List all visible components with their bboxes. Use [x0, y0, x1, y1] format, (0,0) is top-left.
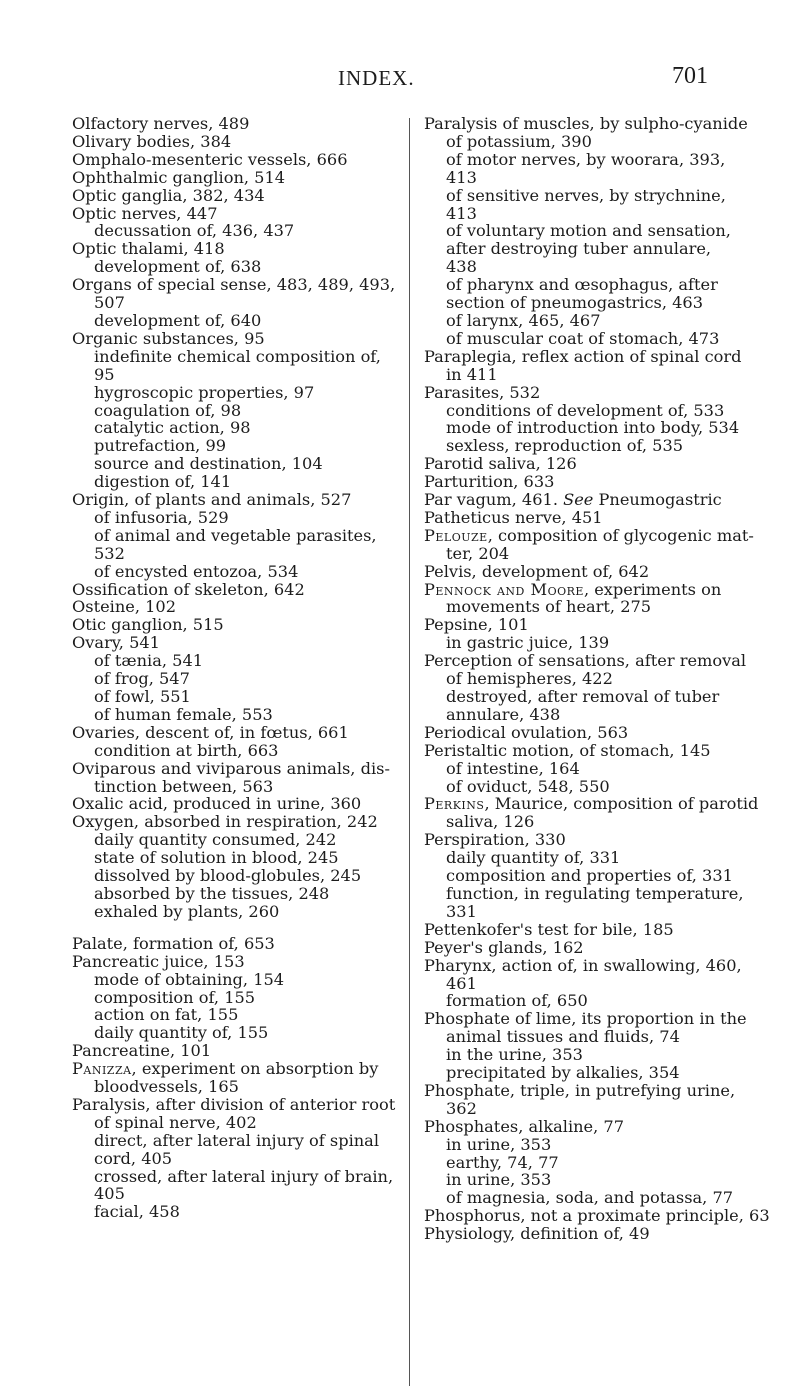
- index-entry: [72, 169, 407, 187]
- index-entry: [72, 151, 407, 169]
- index-subentry: [72, 294, 407, 312]
- entry-text: of animal and vegetable parasites,: [94, 525, 377, 545]
- entry-text: destroyed, after removal of tuber: [446, 687, 720, 706]
- index-subentry: [72, 885, 407, 903]
- entry-text: Optic ganglia, 382, 434: [72, 185, 265, 205]
- index-subentry: [424, 867, 759, 885]
- entry-text: of pharynx and œsophagus, after: [446, 275, 718, 295]
- index-subentry: [72, 1168, 407, 1186]
- entry-text: Perspiration, 330: [424, 830, 566, 850]
- entry-text: Parturition, 633: [424, 472, 555, 492]
- entry-text: of human female, 553: [94, 704, 273, 724]
- index-subentry: [72, 1150, 407, 1168]
- entry-text: earthy, 74, 77: [446, 1152, 559, 1172]
- index-entry: [424, 563, 759, 581]
- entry-text: 413: [446, 203, 477, 223]
- entry-text: condition at birth, 663: [94, 740, 279, 760]
- index-entry: [424, 473, 759, 491]
- index-subentry: [72, 670, 407, 688]
- entry-text: after destroying tuber annulare,: [446, 239, 712, 259]
- entry-text: of tænia, 541: [94, 651, 204, 671]
- cross-reference: See: [563, 490, 594, 510]
- index-entry: [72, 634, 407, 652]
- entry-text: Omphalo-mesenteric vessels, 666: [72, 149, 348, 169]
- entry-text: sexless, reproduction of, 535: [446, 436, 684, 456]
- entry-text: dissolved by blood-globules, 245: [94, 866, 362, 886]
- index-entry: [72, 795, 407, 813]
- index-subentry: [424, 1136, 759, 1154]
- index-subentry: [424, 133, 759, 151]
- entry-text: Origin, of plants and animals, 527: [72, 490, 352, 510]
- index-entry: [72, 205, 407, 223]
- entry-text: Paraplegia, reflex action of spinal cord: [424, 346, 742, 366]
- index-entry: [72, 276, 407, 294]
- entry-text: annulare, 438: [446, 704, 561, 724]
- index-entry: [424, 1225, 759, 1243]
- entry-text: Par vagum, 461.: [424, 490, 564, 510]
- entry-text: tinction between, 563: [94, 776, 274, 796]
- index-subentry: [72, 1114, 407, 1132]
- entry-text: of intestine, 164: [446, 758, 580, 778]
- entry-text: development of, 638: [94, 257, 262, 277]
- entry-text: in urine, 353: [446, 1170, 552, 1190]
- index-entry: [72, 760, 407, 778]
- index-subentry: [72, 706, 407, 724]
- entry-text: bloodvessels, 165: [94, 1077, 239, 1097]
- entry-text: composition of, 155: [94, 987, 256, 1007]
- index-subentry: [424, 222, 759, 240]
- entry-text: crossed, after lateral injury of brain,: [94, 1166, 394, 1186]
- entry-text: mode of obtaining, 154: [94, 969, 285, 989]
- index-subentry: [72, 455, 407, 473]
- entry-text: daily quantity consumed, 242: [94, 830, 337, 850]
- entry-text: Parotid saliva, 126: [424, 454, 577, 474]
- index-entry: [72, 1096, 407, 1114]
- index-subentry: [424, 778, 759, 796]
- index-entry: [424, 115, 759, 133]
- entry-text: coagulation of, 98: [94, 400, 242, 420]
- entry-text: 438: [446, 257, 477, 277]
- entry-text: Pharynx, action of, in swallowing, 460,: [424, 955, 742, 975]
- index-subentry: [72, 1203, 407, 1221]
- index-subentry: [424, 903, 759, 921]
- index-subentry: [424, 813, 759, 831]
- entry-text: development of, 640: [94, 310, 262, 330]
- entry-text: 413: [446, 167, 477, 187]
- entry-text: Pancreatine, 101: [72, 1041, 212, 1061]
- index-entry: [72, 724, 407, 742]
- index-subentry: [424, 688, 759, 706]
- entry-text: ter, 204: [446, 543, 510, 563]
- index-subentry: [424, 1100, 759, 1118]
- index-entry: [72, 1042, 407, 1060]
- entry-text: Pancreatic juice, 153: [72, 951, 245, 971]
- index-entry: [72, 813, 407, 831]
- index-subentry: [424, 706, 759, 724]
- index-subentry: [72, 348, 407, 366]
- index-subentry: [424, 598, 759, 616]
- entry-text: Parasites, 532: [424, 382, 541, 402]
- entry-text: 405: [94, 1184, 125, 1204]
- entry-text: Organic substances, 95: [72, 328, 265, 348]
- index-subentry: [424, 849, 759, 867]
- entry-text: putrefaction, 99: [94, 436, 227, 456]
- index-subentry: [424, 205, 759, 223]
- index-subentry: [72, 419, 407, 437]
- entry-text: of frog, 547: [94, 669, 190, 689]
- entry-text: in the urine, 353: [446, 1045, 583, 1065]
- index-subentry: [424, 1046, 759, 1064]
- index-entry: [424, 1082, 759, 1100]
- entry-text: Ophthalmic ganglion, 514: [72, 167, 286, 187]
- entry-text: mode of introduction into body, 534: [446, 418, 740, 438]
- index-entry: [72, 491, 407, 509]
- index-entry: [424, 384, 759, 402]
- entry-text: of sensitive nerves, by strychnine,: [446, 185, 726, 205]
- entry-text: saliva, 126: [446, 812, 535, 832]
- entry-text: cord, 405: [94, 1148, 173, 1168]
- author-name: Pelouze: [424, 525, 488, 545]
- index-subentry: [72, 402, 407, 420]
- entry-text: of infusoria, 529: [94, 507, 229, 527]
- entry-text: Oxygen, absorbed in respiration, 242: [72, 812, 378, 832]
- index-subentry: [424, 151, 759, 169]
- entry-text: Oxalic acid, produced in urine, 360: [72, 794, 362, 814]
- entry-text: Periodical ovulation, 563: [424, 722, 629, 742]
- entry-text: animal tissues and fluids, 74: [446, 1027, 680, 1047]
- entry-text: Paralysis of muscles, by sulpho-cyanide: [424, 114, 748, 133]
- index-subentry: [424, 634, 759, 652]
- index-entry: [424, 581, 759, 599]
- index-entry: [424, 509, 759, 527]
- index-subentry: [72, 473, 407, 491]
- entry-text: , experiment on absorption by: [131, 1059, 379, 1079]
- entry-text: Paralysis, after division of anterior root: [72, 1094, 396, 1114]
- index-entry: [424, 795, 759, 813]
- index-subentry: [72, 652, 407, 670]
- index-subentry: [424, 1189, 759, 1207]
- entry-text: state of solution in blood, 245: [94, 848, 339, 868]
- index-subentry: [424, 169, 759, 187]
- entry-text: 95: [94, 364, 115, 384]
- index-entry: [72, 581, 407, 599]
- index-subentry: [72, 742, 407, 760]
- index-subentry: [72, 867, 407, 885]
- entry-text: function, in regulating temperature,: [446, 883, 744, 903]
- entry-text: Olfactory nerves, 489: [72, 114, 250, 133]
- index-subentry: [424, 276, 759, 294]
- entry-text: movements of heart, 275: [446, 597, 652, 617]
- index-entry: [72, 1060, 407, 1078]
- entry-text: in 411: [446, 364, 498, 384]
- index-entry: [424, 742, 759, 760]
- entry-text: Phosphate of lime, its proportion in the: [424, 1009, 747, 1029]
- entry-text: Organs of special sense, 483, 489, 493,: [72, 275, 396, 295]
- index-entry: [72, 330, 407, 348]
- entry-text: Pelvis, development of, 642: [424, 561, 650, 581]
- entry-text: of spinal nerve, 402: [94, 1112, 257, 1132]
- entry-text: , composition of glycogenic mat-: [487, 525, 754, 545]
- entry-text: of muscular coat of stomach, 473: [446, 328, 720, 348]
- index-entry: [424, 939, 759, 957]
- index-entry: [72, 935, 407, 953]
- entry-text: composition and properties of, 331: [446, 866, 733, 886]
- entry-text: digestion of, 141: [94, 472, 232, 492]
- index-subentry: [424, 419, 759, 437]
- index-entry: [424, 455, 759, 473]
- entry-text: daily quantity of, 155: [94, 1023, 269, 1043]
- index-subentry: [424, 294, 759, 312]
- index-entry: [424, 527, 759, 545]
- entry-text: Peyer's glands, 162: [424, 937, 584, 957]
- index-subentry: [72, 366, 407, 384]
- index-subentry: [72, 849, 407, 867]
- entry-text: of fowl, 551: [94, 687, 191, 706]
- index-subentry: [424, 312, 759, 330]
- index-subentry: [72, 1132, 407, 1150]
- index-column-left: [72, 115, 407, 1221]
- entry-text: daily quantity of, 331: [446, 848, 621, 868]
- index-subentry: [424, 885, 759, 903]
- index-subentry: [72, 778, 407, 796]
- index-entry: [72, 115, 407, 133]
- index-subentry: [72, 903, 407, 921]
- index-entry: [424, 724, 759, 742]
- entry-text: action on fat, 155: [94, 1005, 239, 1025]
- index-subentry: [424, 1064, 759, 1082]
- entry-text: absorbed by the tissues, 248: [94, 883, 330, 903]
- index-entry: [424, 921, 759, 939]
- index-subentry: [72, 1185, 407, 1203]
- index-subentry: [72, 563, 407, 581]
- index-subentry: [72, 509, 407, 527]
- page-header-title: INDEX.: [338, 66, 415, 90]
- entry-text: Pettenkofer's test for bile, 185: [424, 919, 674, 939]
- index-subentry: [72, 312, 407, 330]
- index-subentry: [424, 975, 759, 993]
- index-subentry: [424, 670, 759, 688]
- index-subentry: [72, 258, 407, 276]
- entry-text: 362: [446, 1098, 477, 1118]
- index-subentry: [72, 989, 407, 1007]
- entry-text: precipitated by alkalies, 354: [446, 1063, 680, 1083]
- entry-text: of oviduct, 548, 550: [446, 776, 610, 796]
- entry-text: of magnesia, soda, and potassa, 77: [446, 1188, 734, 1208]
- index-subentry: [424, 187, 759, 205]
- entry-text: Ovary, 541: [72, 633, 160, 653]
- entry-text: Perception of sensations, after removal: [424, 651, 747, 671]
- index-subentry: [424, 760, 759, 778]
- index-subentry: [72, 688, 407, 706]
- index-entry: [424, 1206, 770, 1226]
- entry-text: in gastric juice, 139: [446, 633, 610, 653]
- index-subentry: [424, 437, 759, 455]
- entry-text: 532: [94, 543, 125, 563]
- index-entry: [424, 1118, 759, 1136]
- index-entry: [72, 616, 407, 634]
- entry-text: Patheticus nerve, 451: [424, 507, 603, 527]
- entry-text: Osteine, 102: [72, 597, 177, 617]
- running-head: [0, 63, 800, 92]
- entry-text: Physiology, definition of, 49: [424, 1224, 650, 1244]
- index-subentry: [72, 1006, 407, 1024]
- entry-text: hygroscopic properties, 97: [94, 382, 315, 402]
- index-entry: [72, 598, 407, 616]
- index-subentry: [424, 992, 759, 1010]
- index-column-right: [424, 114, 770, 1244]
- entry-text: conditions of development of, 533: [446, 400, 725, 420]
- index-subentry: [424, 1171, 759, 1189]
- entry-text: in urine, 353: [446, 1134, 552, 1154]
- entry-text: Otic ganglion, 515: [72, 615, 224, 635]
- index-subentry: [424, 1154, 759, 1172]
- entry-text: Phosphates, alkaline, 77: [424, 1116, 625, 1136]
- entry-text: decussation of, 436, 437: [94, 221, 295, 241]
- author-name: Pennock and Moore: [424, 579, 584, 599]
- index-subentry: [72, 527, 407, 545]
- index-entry: [424, 348, 759, 366]
- entry-text: indefinite chemical composition of,: [94, 346, 381, 366]
- page-number: 701: [672, 63, 708, 89]
- entry-text: catalytic action, 98: [94, 418, 251, 438]
- index-entry: [72, 240, 407, 258]
- index-subentry: [424, 1028, 759, 1046]
- entry-text: facial, 458: [94, 1202, 180, 1222]
- entry-text: of hemispheres, 422: [446, 669, 613, 689]
- entry-text: Ovaries, descent of, in fœtus, 661: [72, 722, 349, 742]
- index-subentry: [72, 384, 407, 402]
- index-entry: [72, 187, 407, 205]
- index-subentry: [424, 330, 759, 348]
- index-entry: [424, 831, 759, 849]
- entry-text: 461: [446, 973, 477, 993]
- index-entry: [72, 133, 407, 151]
- entry-text: 331: [446, 901, 477, 921]
- entry-text: Optic thalami, 418: [72, 239, 225, 259]
- entry-text: Peristaltic motion, of stomach, 145: [424, 740, 711, 760]
- index-subentry: [72, 437, 407, 455]
- entry-text: Oviparous and viviparous animals, dis-: [72, 758, 390, 778]
- index-entry: [424, 652, 759, 670]
- index-subentry: [72, 1024, 407, 1042]
- entry-text: , experiments on: [583, 579, 722, 599]
- author-name: Panizza: [72, 1059, 132, 1079]
- entry-text: of larynx, 465, 467: [446, 310, 601, 330]
- author-name: Perkins: [424, 794, 485, 814]
- entry-text-continued: Pneumogastric: [593, 490, 722, 510]
- index-subentry: [424, 366, 759, 384]
- entry-text: Pepsine, 101: [424, 615, 529, 635]
- index-subentry: [424, 402, 759, 420]
- index-subentry: [424, 240, 759, 258]
- entry-text: source and destination, 104: [94, 454, 323, 474]
- entry-text: , Maurice, composition of parotid: [484, 794, 759, 814]
- entry-text: Optic nerves, 447: [72, 203, 218, 223]
- entry-text: 507: [94, 293, 125, 313]
- index-entry: [424, 616, 759, 634]
- index-subentry: [72, 545, 407, 563]
- index-entry: [72, 953, 407, 971]
- index-subentry: [424, 545, 759, 563]
- index-subentry: [424, 258, 759, 276]
- entry-text: of motor nerves, by woorara, 393,: [446, 149, 726, 169]
- entry-text: Olivary bodies, 384: [72, 131, 232, 151]
- index-entry: [424, 491, 759, 509]
- index-entry: [424, 1010, 759, 1028]
- entry-text: exhaled by plants, 260: [94, 901, 280, 921]
- index-entry: [424, 957, 759, 975]
- entry-text: formation of, 650: [446, 991, 588, 1011]
- index-subentry: [72, 1078, 407, 1096]
- entry-text: Palate, formation of, 653: [72, 933, 275, 953]
- index-subentry: [72, 831, 407, 849]
- index-subentry: [72, 971, 407, 989]
- entry-text: Phosphorus, not a proximate principle, 63: [424, 1206, 770, 1226]
- entry-text: of encysted entozoa, 534: [94, 561, 299, 581]
- entry-text: of potassium, 390: [446, 131, 592, 151]
- entry-text: Phosphate, triple, in putrefying urine,: [424, 1080, 736, 1100]
- entry-text: of voluntary motion and sensation,: [446, 221, 731, 241]
- index-subentry: [72, 222, 407, 240]
- column-divider: [409, 118, 410, 1386]
- entry-text: Ossification of skeleton, 642: [72, 579, 305, 599]
- entry-text: direct, after lateral injury of spinal: [94, 1130, 380, 1150]
- entry-text: section of pneumogastrics, 463: [446, 293, 704, 313]
